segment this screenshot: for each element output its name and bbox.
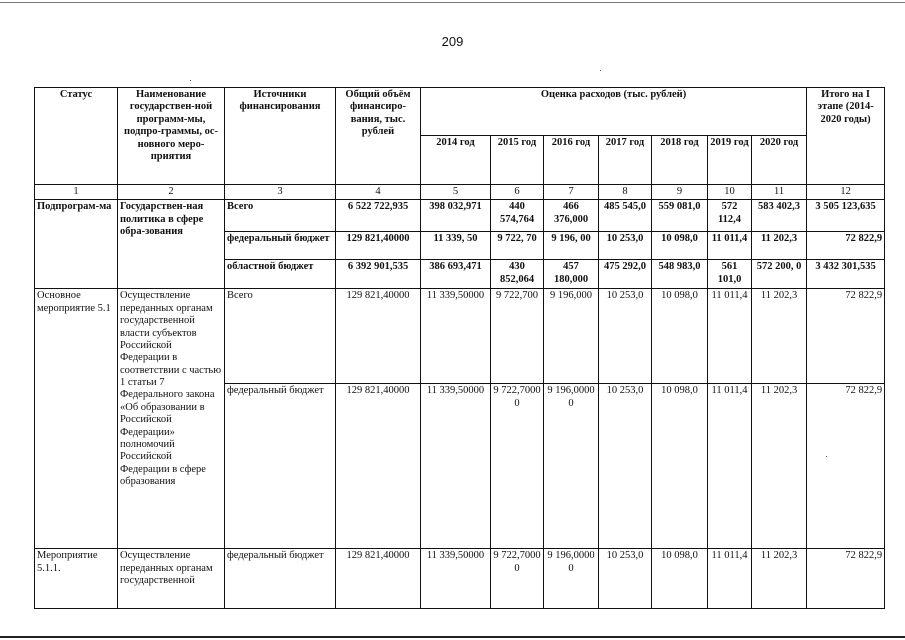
header-year-2014: 2014 год [421, 136, 491, 185]
header-name: Наименование государствен-ной программ-мы, подпро-граммы, ос-новного меро-приятия [118, 88, 225, 185]
cell-total: 129 821,40000 [336, 289, 421, 384]
cell-2018: 10 098,0 [652, 549, 708, 609]
cell-itogo: 3 505 123,635 [807, 200, 885, 232]
cell-2020: 11 202,3 [752, 384, 807, 549]
scan-top-edge [0, 2, 905, 3]
col-number: 11 [752, 185, 807, 200]
cell-itogo: 72 822,9 [807, 549, 885, 609]
col-number: 10 [708, 185, 752, 200]
row-name: Осуществление переданных органам государственной [118, 549, 225, 609]
header-itogo: Итого на I этапе (2014-2020 годы) [807, 88, 885, 185]
cell-total: 6 522 722,935 [336, 200, 421, 232]
col-number: 12 [807, 185, 885, 200]
page-number: 209 [441, 34, 464, 49]
header-total: Общий объём финансиро-вания, тыс. рублей [336, 88, 421, 185]
cell-itogo: 3 432 301,535 [807, 260, 885, 289]
header-year-2018: 2018 год [652, 136, 708, 185]
cell-2014: 386 693,471 [421, 260, 491, 289]
cell-2014: 11 339,50000 [421, 384, 491, 549]
cell-2019: 11 011,4 [708, 549, 752, 609]
row-name: Государствен-ная политика в сфере обра-зования [118, 200, 225, 289]
header-year-2015: 2015 год [491, 136, 544, 185]
cell-2014: 11 339, 50 [421, 232, 491, 260]
scan-bottom-edge [0, 636, 905, 638]
col-number: 4 [336, 185, 421, 200]
scan-speck [600, 70, 601, 71]
row-source: федеральный бюджет [225, 232, 336, 260]
cell-2017: 485 545,0 [599, 200, 652, 232]
cell-2017: 10 253,0 [599, 549, 652, 609]
cell-total: 129 821,40000 [336, 384, 421, 549]
cell-2016: 9 196,0000 0 [544, 384, 599, 549]
cell-2017: 10 253,0 [599, 232, 652, 260]
scan-speck [190, 80, 191, 81]
row-source: областной бюджет [225, 260, 336, 289]
cell-2020: 11 202,3 [752, 289, 807, 384]
col-number: 5 [421, 185, 491, 200]
cell-2019: 572 112,4 [708, 200, 752, 232]
cell-itogo: 72 822,9 [807, 384, 885, 549]
cell-2019: 11 011,4 [708, 384, 752, 549]
cell-2015: 9 722,700 [491, 289, 544, 384]
col-number: 7 [544, 185, 599, 200]
header-year-2017: 2017 год [599, 136, 652, 185]
header-sources: Источники финансирования [225, 88, 336, 185]
row-status: Подпрограм-ма [35, 200, 118, 289]
cell-2016: 466 376,000 [544, 200, 599, 232]
cell-2014: 398 032,971 [421, 200, 491, 232]
cell-2017: 10 253,0 [599, 289, 652, 384]
row-status: Мероприятие 5.1.1. [35, 549, 118, 609]
cell-2018: 10 098,0 [652, 232, 708, 260]
cell-2018: 10 098,0 [652, 384, 708, 549]
cell-2016: 9 196, 00 [544, 232, 599, 260]
col-number: 6 [491, 185, 544, 200]
cell-2016: 9 196,0000 0 [544, 549, 599, 609]
row-source: федеральный бюджет [225, 384, 336, 549]
cell-2015: 9 722,7000 0 [491, 549, 544, 609]
cell-2014: 11 339,50000 [421, 549, 491, 609]
cell-2015: 430 852,064 [491, 260, 544, 289]
header-year-2016: 2016 год [544, 136, 599, 185]
row-status: Основное мероприятие 5.1 [35, 289, 118, 549]
row-source: Всего [225, 289, 336, 384]
cell-2020: 11 202,3 [752, 549, 807, 609]
column-numbers-row [35, 185, 885, 200]
cell-2018: 10 098,0 [652, 289, 708, 384]
cell-2016: 9 196,000 [544, 289, 599, 384]
col-number: 9 [652, 185, 708, 200]
cell-2018: 548 983,0 [652, 260, 708, 289]
header-year-2020: 2020 год [752, 136, 807, 185]
cell-total: 129 821,40000 [336, 232, 421, 260]
cell-2015: 9 722,7000 0 [491, 384, 544, 549]
cell-2019: 11 011,4 [708, 232, 752, 260]
budget-table [34, 87, 885, 609]
cell-2020: 572 200, 0 [752, 260, 807, 289]
cell-2014: 11 339,50000 [421, 289, 491, 384]
cell-2019: 561 101,0 [708, 260, 752, 289]
row-source: федеральный бюджет [225, 549, 336, 609]
cell-2020: 11 202,3 [752, 232, 807, 260]
col-number: 2 [118, 185, 225, 200]
col-number: 1 [35, 185, 118, 200]
cell-2015: 440 574,764 [491, 200, 544, 232]
row-source: Всего [225, 200, 336, 232]
col-number: 3 [225, 185, 336, 200]
cell-total: 6 392 901,535 [336, 260, 421, 289]
table-row [35, 200, 885, 232]
cell-2015: 9 722, 70 [491, 232, 544, 260]
row-name: Осуществление переданных органам государственной власти субъектов Российской Федерации в соответствии с частью 1 статьи 7 Федерального закона «Об образовании в Российской Федерации» полномочий Российской Федерации в сфере образования [118, 289, 225, 549]
cell-2017: 10 253,0 [599, 384, 652, 549]
header-status: Статус [35, 88, 118, 185]
cell-2019: 11 011,4 [708, 289, 752, 384]
cell-itogo: 72 822,9 [807, 289, 885, 384]
cell-2020: 583 402,3 [752, 200, 807, 232]
cell-2016: 457 180,000 [544, 260, 599, 289]
cell-2018: 559 081,0 [652, 200, 708, 232]
header-year-2019: 2019 год [708, 136, 752, 185]
table-row [35, 289, 885, 384]
header-estimate: Оценка расходов (тыс. рублей) [421, 88, 807, 136]
table-row [35, 549, 885, 609]
header-row [35, 88, 885, 136]
col-number: 8 [599, 185, 652, 200]
cell-total: 129 821,40000 [336, 549, 421, 609]
cell-itogo: 72 822,9 [807, 232, 885, 260]
cell-2017: 475 292,0 [599, 260, 652, 289]
